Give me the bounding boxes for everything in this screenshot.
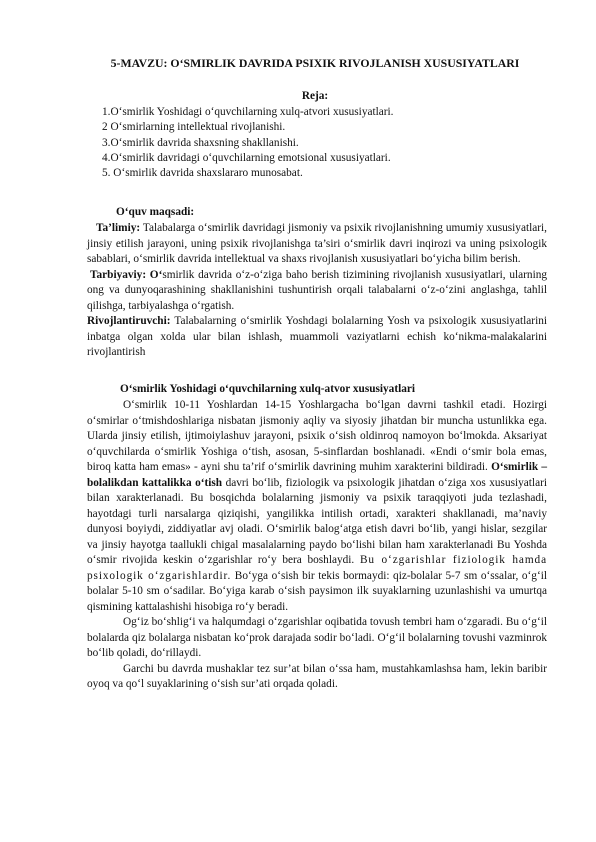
paragraph-3: Garchi bu davrda mushaklar tez sur’at bilan o‘ssa ham, mustahkamlashsa ham, lekin baribir oyoq va qo‘l suyaklarining o‘sish sur’ati orqada qoladi. — [87, 662, 547, 690]
plan-item: 2 O‘smirlarning intellektual rivojlanishi. — [102, 121, 286, 134]
body-block — [87, 398, 547, 693]
plan-item: 4.O‘smirlik davridagi o‘quvchilarning emotsional xususiyatlari. — [102, 151, 391, 164]
paragraph-1 — [87, 398, 547, 615]
talimiy-label: Ta’limiy: — [96, 222, 141, 234]
plan-item: 1.O‘smirlik Yoshidagi o‘quvchilarning xulq-atvori xususiyatlari. — [102, 106, 394, 118]
goal-heading: O‘quv maqsadi: — [116, 206, 195, 218]
para1-bold: O‘smirlik – bolalikdan kattalikka o‘tish — [87, 461, 548, 489]
rivoj-paragraph — [87, 314, 547, 361]
tarbiyaviy-label: Tarbiyaviy: — [90, 268, 147, 281]
tarbiyaviy-o: O‘ — [146, 268, 163, 281]
para1-spaced: Bu o‘zgarishlar fiziologik hamda psixologik o‘zgarishlardir. — [87, 554, 547, 582]
tarbiyaviy-text: smirlik davrida o‘z-o‘ziga baho berish tizimining rivojlanish xususiyatlari, ularning ong va dunyoqarashining shakllanishini tushuntirish orqali talabalarni o‘z-o‘zini anglashga, tahlil qilishga, tarbiyalashga o‘rgatish. — [87, 268, 548, 312]
para1-text-c: Bo‘yga o‘sish bir tekis bormaydi: qiz-bolalar 5-7 sm o‘ssalar, o‘g‘il bolalar 5-10 sm o‘sadilar. Bo‘yiga karab o‘sish paysimon ilk suyaklarning uzunlashishi va umurtqa qismining kattalashishi hisobiga ro‘y beradi. — [87, 569, 547, 613]
rivoj-label: Rivojlantiruvchi: — [87, 315, 171, 327]
rivoj-text: Talabalarning o‘smirlik Yoshdagi bolalarning Yosh va psixologik xususiyatlarini inbatga olgan xolda ular bilan ishlash, muammoli vaziyatlarni echish ko‘nikma-malakalarini rivojlantirish — [87, 315, 547, 358]
talimiy-text: Talabalarga o‘smirlik davridagi jismoniy va psixik rivojlanishning umumiy xususiyatlari, jinsiy etilish jarayoni, uning psixik rivojlanishga ta’siri o‘smirlik davri inqirozi va uning psixologik sabablari, o‘smirlik davrida intellektual va shaxs rivojlanish xususiyatlari bo‘yicha bilim berish. — [87, 222, 547, 265]
tarbiyaviy-paragraph — [87, 268, 547, 315]
plan-item: 3.O‘smirlik davrida shaxsning shakllanishi. — [102, 136, 299, 149]
goals-block — [87, 221, 547, 361]
talimiy-paragraph — [87, 221, 547, 268]
plan-item: 5. O‘smirlik davrida shaxslararo munosabat. — [102, 167, 303, 180]
para1-text-a: O‘smirlik 10-11 Yoshlardan 14-15 Yoshlargacha bo‘lgan davrni tashkil etadi. Hozirgi o‘smirlar o‘tmishdoshlariga nisbatan jismoniy aqliy va siyosiy jihatdan bir muncha ustunlikka ega. Ularda jinsiy etilish, ijtimoiylashuv jarayoni, psixik o‘sish oldinroq namoyon bo‘lmokda. Aksariyat o‘quvchilarda o‘smirlik Yoshiga o‘tish, asosan, 5-sinflardan boshlanadi. «Endi o‘smir bola emas, biroq katta ham emas» - ayni shu ta’rif o‘smirlik davrining muhim xarakterini bildiradi. — [87, 399, 547, 473]
plan-label: Reja: — [301, 90, 329, 102]
document-title: 5-MAVZU: O‘SMIRLIK DAVRIDA PSIXIK RIVOJLANISH XUSUSIYATLARI — [110, 56, 520, 70]
section-heading: O‘smirlik Yoshidagi o‘quvchilarning xulq-atvor xususiyatlari — [120, 383, 416, 395]
plan-list — [102, 105, 394, 181]
paragraph-2: Og‘iz bo‘shlig‘i va halqumdagi o‘zgarishlar oqibatida tovush tembri ham o‘zgaradi. Bu o‘g‘il bolalarda qiz bolalarga nisbatan ko‘prok darajada sodir bo‘ladi. O‘g‘il bolalarning tovushi vazminrok bo‘lib qoladi, do‘rillaydi. — [87, 616, 547, 659]
para1-text-b: davri bo‘lib, fiziologik va psixologik jihatdan o‘ziga xos xususiyatlari bilan xarakterlanadi. Bu bosqichda bolalarning jismoniy va psixik taraqqiyoti juda tezlashadi, hayotdagi turli narsalarga qiziqishi, yangilikka intilish ortadi, xarakteri shakllanadi, ma’naviy dunyosi boyiydi, ziddiyatlar avj oladi. O‘smirlik balog‘atga etish davri bo‘lib, yangi hislar, sezgilar va jinsiy hayotga taallukli chigal masalalarning paydo bo‘lishi bilan ham xarakterlanadi Bu Yoshda o‘smir rivojida keskin o‘zgarishlar ro‘y bera boshlaydi. — [87, 476, 547, 566]
